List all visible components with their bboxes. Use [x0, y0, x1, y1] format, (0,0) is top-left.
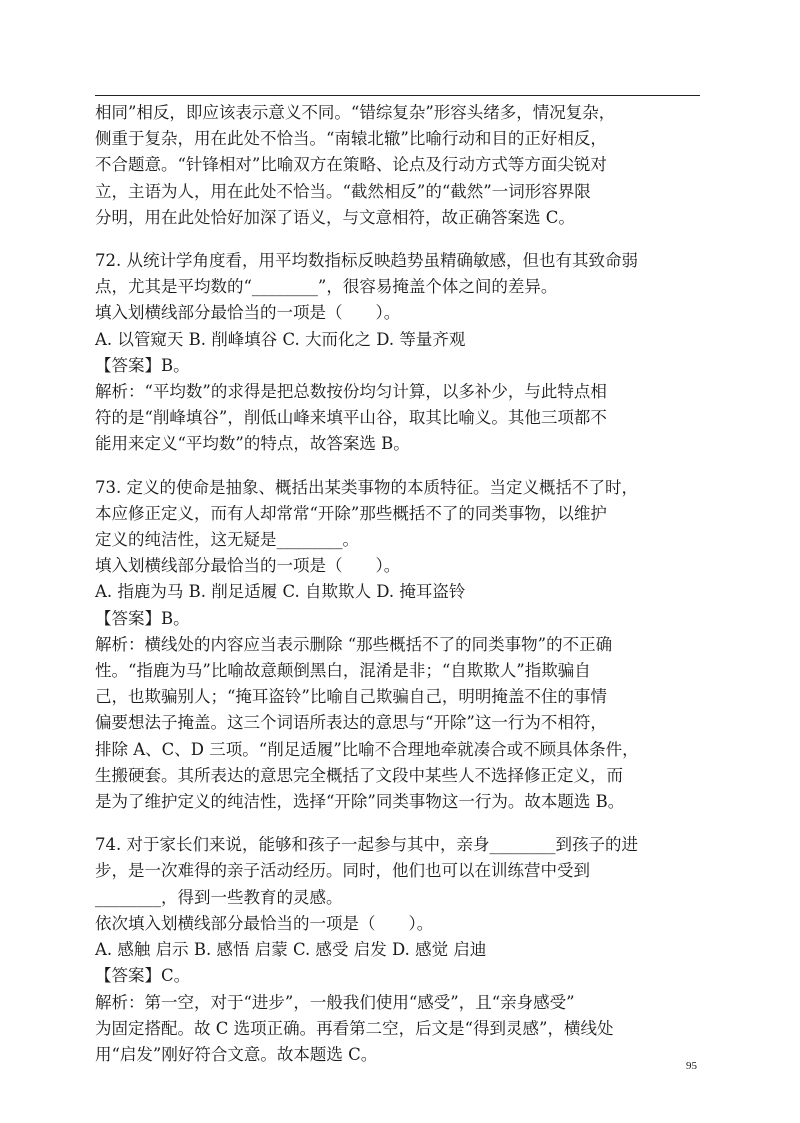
- analysis-line: 性。“指鹿为马”比喻故意颠倒黑白，混淆是非；“自欺欺人”指欺骗自: [95, 661, 591, 681]
- question-options: A. 感触 启示 B. 感悟 启蒙 C. 感受 启发 D. 感觉 启迪: [95, 940, 487, 960]
- answer-line: 【答案】C。: [95, 966, 191, 986]
- text-line: 相同”相反，即应该表示意义不同。“错综复杂”形容头绪多，情况复杂，: [95, 103, 616, 122]
- text-line: 不合题意。“针锋相对”比喻双方在策略、论点及行动方式等方面尖锐对: [95, 155, 607, 175]
- page-content: [95, 100, 705, 1085]
- text-line: 侧重于复杂，用在此处不恰当。“南辕北辙”比喻行动和目的正好相反，: [95, 129, 607, 149]
- question-prompt: 依次填入划横线部分最恰当的一项是（ ）。: [95, 913, 434, 933]
- analysis-line: 偏要想法子掩盖。这三个词语所表达的意思与“开除”这一行为不相符，: [95, 713, 607, 733]
- question-73: [95, 475, 705, 816]
- text-line: 立，主语为人，用在此处不恰当。“截然相反”的“截然”一词形容界限: [95, 181, 591, 201]
- analysis-line: 能用来定义“平均数”的特点，故答案选 B。: [95, 434, 410, 454]
- question-prompt: 填入划横线部分最恰当的一项是（ ）。: [95, 556, 401, 576]
- question-stem: 本应修正定义，而有人却常常“开除”那些概括不了的同类事物，以维护: [95, 503, 607, 523]
- question-prompt: 填入划横线部分最恰当的一项是（ ）。: [95, 303, 401, 323]
- question-options: A. 指鹿为马 B. 削足适履 C. 自欺欺人 D. 掩耳盗铃: [95, 582, 466, 602]
- question-options: A. 以管窥天 B. 削峰填谷 C. 大而化之 D. 等量齐观: [95, 329, 466, 349]
- answer-line: 【答案】B。: [95, 355, 190, 375]
- analysis-line: 为固定搭配。故 C 选项正确。再看第二空，后文是“得到灵感”，横线处: [95, 1018, 614, 1038]
- analysis-line: 己，也欺骗别人；“掩耳盗铃”比喻自己欺骗自己，明明掩盖不住的事情: [95, 687, 607, 707]
- analysis-line: 排除 A、C、D 三项。“削足适履”比喻不合理地牵就凑合或不顾具体条件，: [95, 739, 639, 759]
- question-stem: 步，是一次难得的亲子活动经历。同时，他们也可以在训练营中受到: [95, 861, 590, 881]
- analysis-line: 是为了维护定义的纯洁性，选择“开除”同类事物这一行为。故本题选 B。: [95, 792, 625, 812]
- analysis-line: 解析：“平均数”的求得是把总数按份均匀计算，以多补少，与此特点相: [95, 382, 607, 402]
- question-stem: 73. 定义的使命是抽象、概括出某类事物的本质特征。当定义概括不了时，: [95, 477, 638, 497]
- question-stem: 74. 对于家长们来说，能够和孩子一起参与其中，亲身________到孩子的进: [95, 835, 638, 855]
- question-74: [95, 832, 705, 1068]
- analysis-line: 解析：横线处的内容应当表示删除 “那些概括不了的同类事物”的不正确: [95, 634, 613, 654]
- analysis-line: 生搬硬套。其所表达的意思完全概括了文段中某些人不选择修正定义，而: [95, 765, 623, 785]
- page-number: 95: [686, 1060, 697, 1072]
- answer-line: 【答案】B。: [95, 608, 190, 628]
- question-stem: ________，得到一些教育的灵感。: [95, 887, 343, 907]
- question-stem: 定义的纯洁性，这无疑是________。: [95, 530, 359, 550]
- header-rule: [95, 95, 700, 96]
- analysis-line: 用“启发”刚好符合文意。故本题选 C。: [95, 1044, 378, 1064]
- question-stem: 72. 从统计学角度看，用平均数指标反映趋势虽精确敏感，但也有其致命弱: [95, 251, 638, 271]
- analysis-line: 解析：第一空，对于“进步”，一般我们使用“感受”，且“亲身感受”: [95, 992, 575, 1012]
- question-stem: 点，尤其是平均数的“________”，很容易掩盖个体之间的差异。: [95, 277, 558, 297]
- question-72: [95, 248, 705, 458]
- text-line: 分明，用在此处恰好加深了语义，与文意相符，故正确答案选 C。: [95, 207, 575, 227]
- intro-explanation: [95, 100, 705, 231]
- analysis-line: 符的是“削峰填谷”，削低山峰来填平山谷，取其比喻义。其他三项都不: [95, 408, 607, 428]
